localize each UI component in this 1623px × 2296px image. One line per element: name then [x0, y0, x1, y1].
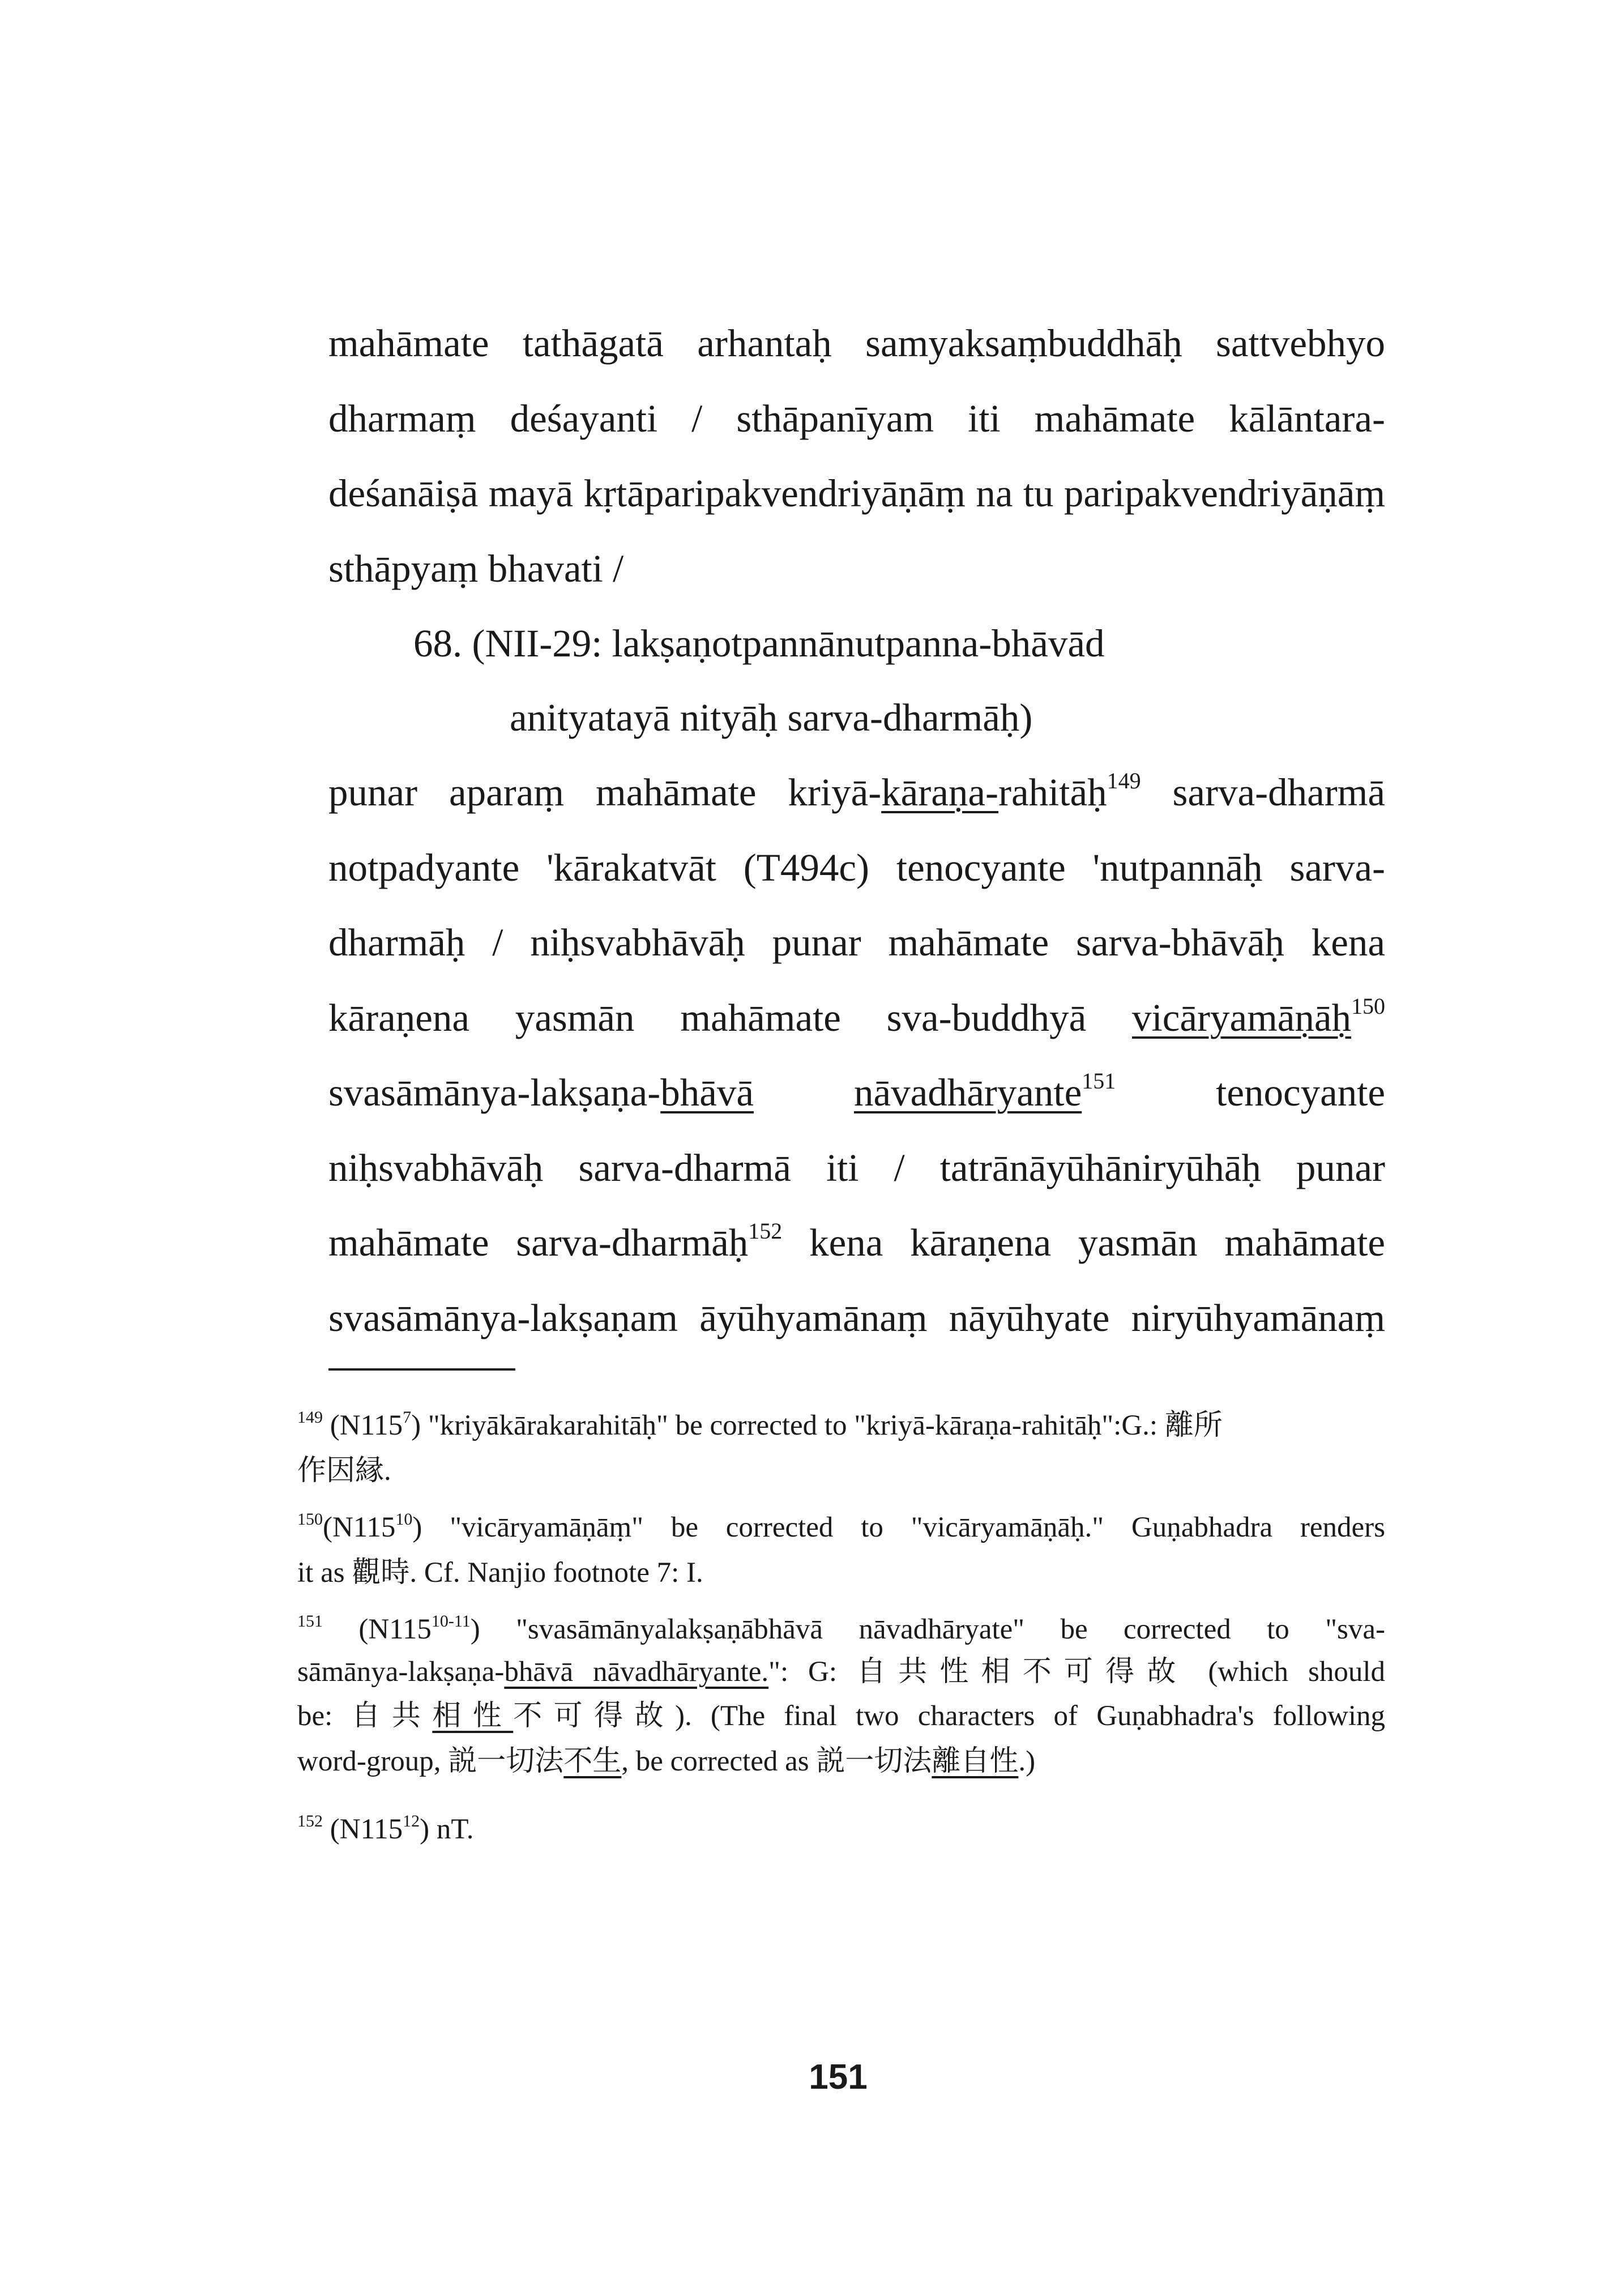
text-line: dharmāḥ / niḥsvabhāvāḥ punar mahāmate sarva-bhāvāḥ kena: [328, 921, 1385, 964]
text-line: dharmaṃ deśayanti / sthāpanīyam iti mahāmate kālāntara-: [328, 397, 1385, 440]
text-line: notpadyante 'kārakatvāt (T494c) tenocyante 'nutpannāḥ sarva-: [328, 846, 1385, 889]
section-heading-continued: anityatayā nityāḥ sarva-dharmāḥ): [510, 696, 1033, 739]
footnote-150: $^{150}(N115^{10})$ "vicāryamāṇāṃ" be corrected to "vicāryamāṇāḥ." Guṇabhadra renders: [297, 1510, 1385, 1543]
text-line: svasāmānya-lakṣaṇam āyūhyamānaṃ nāyūhyate niryūhyamānaṃ: [328, 1296, 1385, 1339]
underlined-term: kāraṇa-: [881, 771, 999, 814]
section-heading: 68. (NII-29: lakṣaṇotpannānutpanna-bhāvād: [413, 622, 1105, 665]
underlined-term: nāvadhāryante: [853, 1071, 1082, 1114]
underlined-term: bhāvā nāvadhāryante.: [504, 1656, 769, 1688]
footnote-149: $^{149}$ $(N115^7)$ "kriyākārakarahitāḥ" be corrected to "kriyā-kāraṇa-rahitāḥ":G.: 離所: [297, 1408, 1223, 1441]
footnote-150-continued: it as 觀時. Cf. Nanjio footnote 7: I.: [297, 1557, 703, 1589]
text-line: sthāpyaṃ bhavati /: [328, 547, 624, 590]
underlined-term: bhāvā: [660, 1071, 754, 1114]
text-line: mahāmate tathāgatā arhantaḥ samyaksaṃbuddhāḥ sattvebhyo: [328, 322, 1385, 365]
footnote-151-continued: word-group, 説一切法不生, be corrected as 説一切法離自性.): [297, 1746, 1036, 1777]
underlined-term: 不生: [563, 1746, 622, 1777]
footnote-151-continued: sāmānya-lakṣaṇa-bhāvā nāvadhāryante.": G: 自共性相不可得故 (which should: [297, 1656, 1385, 1688]
footnote-151-continued: be: 自共相性不可得故). (The final two characters of Guṇabhadra's following: [297, 1700, 1385, 1732]
footnote-separator: [328, 1368, 515, 1371]
footnote-ref-151[interactable]: 151: [1082, 1068, 1116, 1094]
text-line: niḥsvabhāvāḥ sarva-dharmā iti / tatrānāyūhāniryūhāḥ punar: [328, 1146, 1385, 1189]
footnote-ref-150[interactable]: 150: [1351, 993, 1385, 1019]
footnote-149-continued: 作因縁.: [297, 1455, 391, 1487]
underlined-term: 相性: [432, 1700, 514, 1732]
page-number: 151: [809, 2058, 868, 2097]
text-line: mahāmate sarva-dharmāḥ$^{152}$ kena kāraṇena yasmān mahāmate: [328, 1218, 1385, 1264]
underlined-term: 離自性: [932, 1746, 1019, 1777]
underlined-term: vicāryamāṇāḥ: [1132, 996, 1351, 1039]
footnote-ref-152[interactable]: 152: [748, 1218, 783, 1244]
footnote-ref-149[interactable]: 149: [1107, 768, 1141, 793]
footnote-151: $^{151}$ (N115$^{10-11}$) "svasāmānyalakṣaṇābhāvā nāvadhāryate" be corrected to "sva-: [297, 1612, 1385, 1645]
text-line: svasāmānya-lakṣaṇa-bhāvā nāvadhāryante$^{151}$ tenocyante: [328, 1068, 1385, 1114]
text-line: punar aparaṃ mahāmate kriyā-kāraṇa-rahitāḥ$^{149}$ sarva-dharmā: [328, 768, 1385, 814]
footnote-152: $^{152}$ $(N115^{12})$ nT.: [297, 1812, 474, 1845]
text-line: kāraṇena yasmān mahāmate sva-buddhyā vicāryamāṇāḥ$^{150}$: [328, 993, 1385, 1039]
text-line: deśanāiṣā mayā kṛtāparipakvendriyāṇāṃ na tu paripakvendriyāṇāṃ: [328, 472, 1385, 515]
